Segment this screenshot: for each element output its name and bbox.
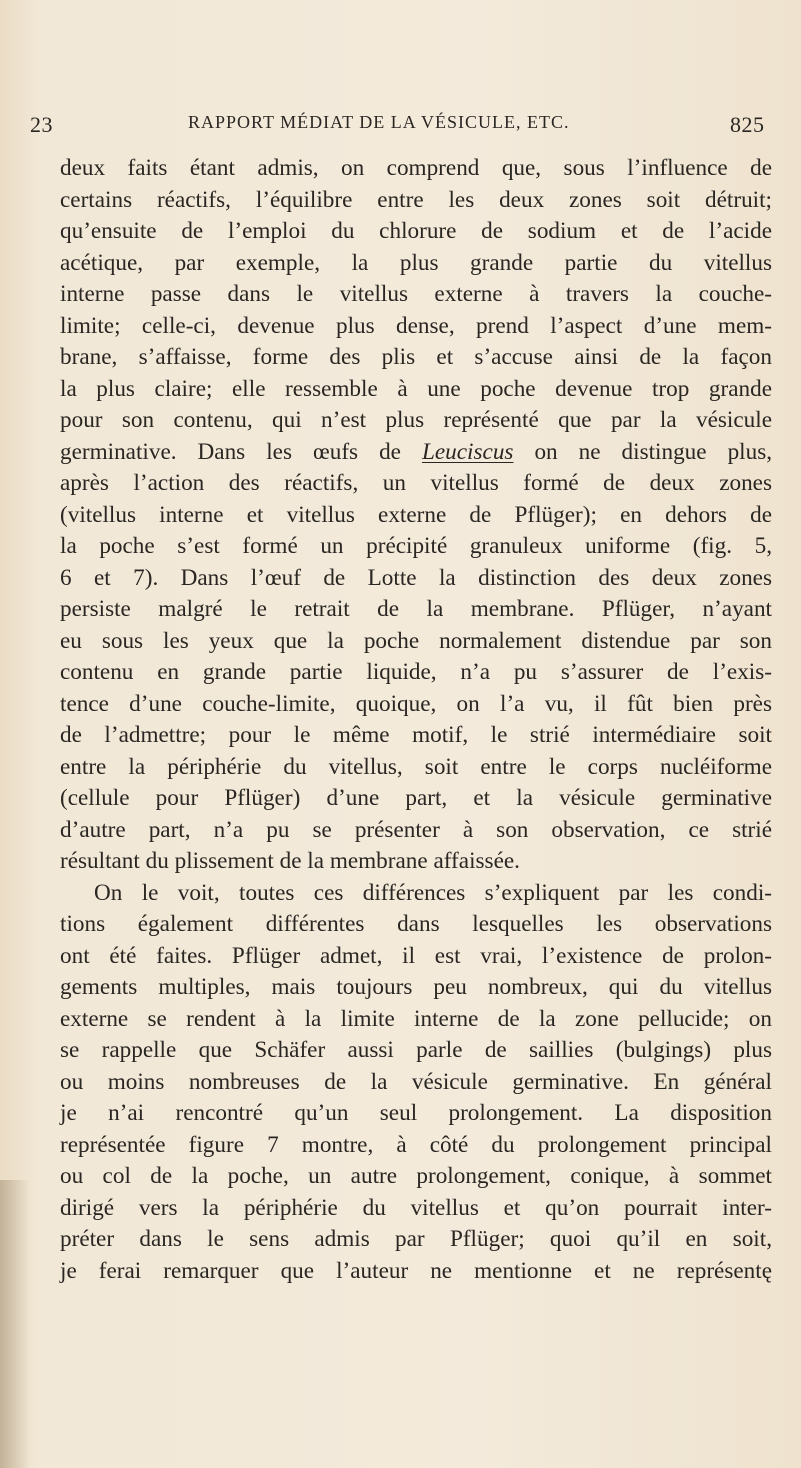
text-line: gements multiples, mais toujours peu nombreux, qui du vitellus [60, 974, 772, 1000]
page-number-right: 825 [730, 112, 765, 137]
text-line: ou col de la poche, un autre prolongement, conique, à sommet [60, 1163, 772, 1189]
text-line: résultant du plissement de la membrane affaissée. [60, 848, 520, 874]
text-line: eu sous les yeux que la poche normalement distendue par son [60, 627, 772, 654]
text-line: deux faits étant admis, on comprend que, sous l’influence de [60, 155, 772, 181]
paragraph-2 [60, 878, 772, 1288]
text-line: se rappelle que Schäfer aussi parle de saillies (bulgings) plus [60, 1037, 772, 1063]
text-line: tence d’une couche-limite, quoique, on l’a vu, il fût bien près [60, 690, 772, 717]
running-head: RAPPORT MÉDIAT DE LA VÉSICULE, ETC. [188, 112, 570, 132]
italic-taxon: Leuciscus [421, 438, 514, 465]
text-line: (vitellus interne et vitellus externe de Pflüger); en dehors de [60, 501, 772, 528]
text-line: ou moins nombreuses de la vésicule germinative. En général [60, 1068, 772, 1095]
text-line: On le voit, toutes ces différences s’expliquent par les condi- [94, 879, 772, 906]
text-line-italic [60, 437, 772, 469]
text-line: certains réactifs, l’équilibre entre les deux zones soit détruit; [60, 186, 772, 213]
text-line: limite; celle-ci, devenue plus dense, prend l’aspect d’une mem- [60, 312, 772, 339]
text-line: je ferai remarquer que l’auteur ne mentionne et ne représentę [60, 1257, 772, 1284]
text-segment: on ne distingue plus, [534, 438, 773, 465]
text-line: 6 et 7). Dans l’œuf de Lotte la distinction des deux zones [60, 564, 772, 591]
text-line: d’autre part, n’a pu se présenter à son observation, ce strié [60, 816, 772, 843]
text-line: pour son contenu, qui n’est plus représenté que par la vésicule [60, 407, 772, 433]
text-line: brane, s’affaisse, forme des plis et s’accuse ainsi de la façon [60, 344, 772, 370]
text-line: représentée figure 7 montre, à côté du prolongement principal [60, 1131, 772, 1158]
text-line: (cellule pour Pflüger) d’une part, et la vésicule germinative [60, 785, 772, 811]
text-line: dirigé vers la périphérie du vitellus et qu’on pourrait inter- [60, 1194, 772, 1221]
text-segment: germinative. Dans les œufs de [60, 438, 401, 465]
text-line: tions également différentes dans lesquelles les observations [60, 911, 772, 937]
text-line: persiste malgré le retrait de la membrane. Pflüger, n’ayant [60, 596, 772, 622]
text-line: contenu en grande partie liquide, n’a pu s’assurer de l’exis- [60, 659, 772, 685]
page-shadow [0, 1180, 30, 1468]
text-line: acétique, par exemple, la plus grande partie du vitellus [60, 249, 772, 276]
text-line: entre la périphérie du vitellus, soit entre le corps nucléiforme [60, 753, 772, 780]
text-line: je n’ai rencontré qu’un seul prolongement. La disposition [60, 1100, 772, 1126]
text-line: de l’admettre; pour le même motif, le strié intermédiaire soit [60, 722, 772, 748]
text-line: la plus claire; elle ressemble à une poche devenue trop grande [60, 375, 772, 402]
text-line: qu’ensuite de l’emploi du chlorure de sodium et de l’acide [60, 218, 772, 244]
text-line: externe se rendent à la limite interne de la zone pellucide; on [60, 1005, 772, 1032]
paragraph-1 [60, 153, 772, 878]
text-line: interne passe dans le vitellus externe à travers la couche- [60, 281, 772, 307]
body-text [60, 153, 772, 1287]
page-number-left: 23 [30, 112, 53, 137]
text-line: ont été faites. Pflüger admet, il est vrai, l’existence de prolon- [60, 942, 772, 969]
text-line: après l’action des réactifs, un vitellus formé de deux zones [60, 470, 772, 496]
text-line: la poche s’est formé un précipité granuleux uniforme (fig. 5, [60, 533, 772, 559]
text-line: préter dans le sens admis par Pflüger; quoi qu’il en soit, [60, 1226, 772, 1252]
